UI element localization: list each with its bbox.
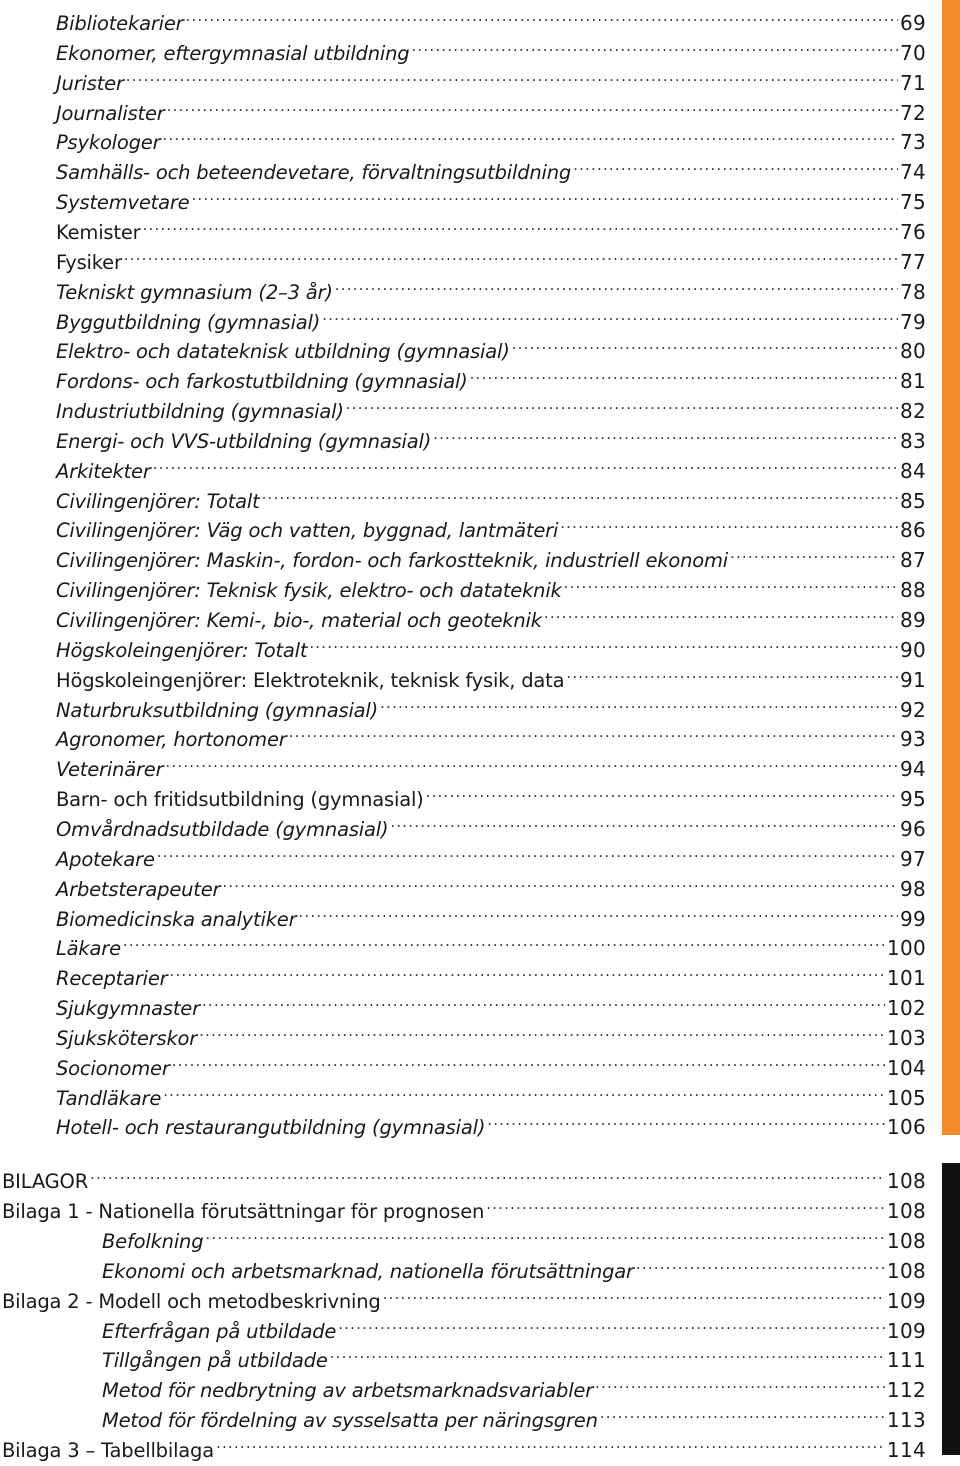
- toc-entry[interactable]: [56, 1015, 926, 1050]
- dot-leader: [636, 1248, 885, 1278]
- toc-entry-page-number: 94: [899, 757, 926, 782]
- dot-leader: [560, 507, 898, 537]
- toc-entry-label: Tillgången på utbildade: [102, 1349, 328, 1373]
- toc-entry[interactable]: [56, 90, 926, 125]
- toc-entry[interactable]: [102, 1308, 926, 1343]
- toc-entry-label: Hotell- och restaurangutbildning (gymnasial): [56, 1116, 486, 1140]
- toc-entry-page-number: 76: [899, 219, 926, 244]
- dot-leader: [470, 358, 898, 388]
- toc-entry-label: Fysiker: [56, 250, 122, 274]
- toc-entry-label: Arbetsterapeuter: [56, 877, 221, 901]
- toc-entry[interactable]: [56, 328, 926, 364]
- toc-entry-label: Tekniskt gymnasium (2–3 år): [56, 280, 333, 304]
- dot-leader: [411, 30, 897, 60]
- toc-entry-page-number: 95: [899, 787, 926, 812]
- dot-leader: [390, 806, 898, 836]
- toc-entry-page-number: 109: [886, 1288, 926, 1313]
- toc-entry-label: Civilingenjörer: Väg och vatten, byggnad, lantmäteri: [56, 519, 559, 543]
- toc-entry-page-number: 73: [899, 130, 926, 155]
- toc-entry-label: Metod för fördelning av sysselsatta per näringsgren: [102, 1409, 598, 1433]
- dot-leader: [124, 239, 898, 269]
- toc-entry[interactable]: [2, 1158, 926, 1193]
- dot-leader: [309, 627, 898, 657]
- toc-entry-page-number: 87: [899, 548, 926, 573]
- toc-entry-label: Befolkning: [102, 1229, 204, 1253]
- toc-entry[interactable]: [56, 0, 926, 35]
- toc-entry-label: Civilingenjörer: Teknisk fysik, elektro- och datateknik: [56, 579, 562, 603]
- toc-entry-label: Bibliotekarier: [56, 12, 184, 35]
- toc-entry[interactable]: [56, 567, 926, 603]
- toc-entry[interactable]: [56, 687, 926, 722]
- toc-entry-label: Bilaga 2 - Modell och metodbeskrivning: [2, 1289, 381, 1313]
- toc-entry[interactable]: [56, 925, 926, 961]
- toc-entry[interactable]: [56, 149, 926, 185]
- toc-entry[interactable]: [56, 1075, 926, 1110]
- toc-entry-label: Metod för nedbrytning av arbetsmarknadsvariabler: [102, 1379, 594, 1403]
- orange-side-tab: [942, 0, 960, 1135]
- dot-leader: [170, 955, 885, 985]
- toc-entry-label: Civilingenjörer: Maskin-, fordon- och farkostteknik, industriell ekonomi: [56, 549, 728, 573]
- toc-entry-label: BILAGOR: [2, 1170, 89, 1193]
- toc-entry-page-number: 113: [886, 1408, 926, 1433]
- toc-entry-page-number: 97: [899, 846, 926, 871]
- toc-entry-label: Biomedicinska analytiker: [56, 907, 297, 931]
- toc-entry[interactable]: [56, 985, 926, 1021]
- toc-entry[interactable]: [56, 30, 926, 65]
- dot-leader: [330, 1337, 885, 1367]
- dot-leader: [383, 1278, 885, 1308]
- toc-entry[interactable]: [2, 1188, 926, 1223]
- toc-entry[interactable]: [56, 239, 926, 274]
- toc-entry[interactable]: [102, 1337, 926, 1373]
- dot-leader: [600, 1397, 885, 1427]
- toc-entry[interactable]: [56, 537, 926, 573]
- toc-entry[interactable]: [56, 358, 926, 394]
- toc-entry[interactable]: [56, 209, 926, 244]
- toc-entry-page-number: 75: [899, 190, 926, 215]
- dot-leader: [165, 746, 898, 776]
- dot-leader: [298, 896, 898, 926]
- toc-entry-label: Sjuksköterskor: [56, 1026, 198, 1050]
- dot-leader: [185, 0, 897, 30]
- toc-entry-label: Byggutbildning (gymnasial): [56, 310, 321, 334]
- toc-entry-label: Receptarier: [56, 967, 168, 991]
- toc-entry[interactable]: [56, 955, 926, 991]
- dot-leader: [123, 925, 885, 955]
- toc-entry[interactable]: [56, 716, 926, 752]
- toc-entry[interactable]: [56, 597, 926, 632]
- toc-entry[interactable]: [102, 1367, 926, 1403]
- toc-entry-page-number: 86: [899, 518, 926, 543]
- toc-entry-page-number: 72: [899, 100, 926, 125]
- toc-entry-page-number: 70: [899, 40, 926, 65]
- toc-entry[interactable]: [56, 269, 926, 304]
- toc-entry-label: Bilaga 1 - Nationella förutsättningar för prognosen: [2, 1199, 485, 1223]
- dot-leader: [426, 776, 898, 806]
- toc-entry[interactable]: [2, 1278, 926, 1313]
- toc-entry-page-number: 80: [899, 339, 926, 364]
- toc-entry-page-number: 100: [886, 936, 926, 961]
- dot-leader: [566, 657, 898, 687]
- toc-entry-label: Journalister: [56, 101, 165, 125]
- dot-leader: [90, 1158, 885, 1188]
- toc-entry-label: Civilingenjörer: Totalt: [56, 489, 260, 513]
- dot-leader: [322, 299, 898, 329]
- toc-entry-page-number: 84: [899, 458, 926, 483]
- dot-leader: [191, 179, 897, 209]
- toc-entry-page-number: 104: [886, 1055, 926, 1080]
- dot-leader: [433, 418, 898, 448]
- toc-entry-label: Kemister: [56, 220, 141, 244]
- toc-entry-page-number: 89: [899, 608, 926, 632]
- dot-leader: [216, 1427, 885, 1457]
- black-side-tab: [942, 1163, 960, 1455]
- toc-entry-label: Ekonomer, eftergymnasial utbildning: [56, 41, 410, 65]
- dot-leader: [202, 985, 885, 1015]
- dot-leader: [564, 567, 898, 597]
- toc-entry-label: Efterfrågan på utbildade: [102, 1319, 337, 1343]
- toc-entry-page-number: 81: [899, 369, 926, 394]
- toc-entry-page-number: 96: [899, 816, 926, 841]
- toc-entry[interactable]: [56, 866, 926, 901]
- toc-entry[interactable]: [56, 1045, 926, 1080]
- toc-entry-label: Högskoleingenjörer: Totalt: [56, 638, 308, 662]
- dot-leader: [126, 60, 898, 90]
- toc-entry[interactable]: [56, 896, 926, 931]
- toc-entry-label: Jurister: [56, 71, 124, 95]
- dot-leader: [205, 1218, 885, 1248]
- toc-entry[interactable]: [56, 478, 926, 513]
- dot-leader: [730, 537, 898, 567]
- toc-entry-page-number: 114: [886, 1438, 926, 1463]
- toc-entry-label: Veterinärer: [56, 758, 164, 782]
- dot-leader: [167, 90, 898, 120]
- dot-leader: [153, 448, 898, 478]
- toc-entry-page-number: 93: [899, 727, 926, 752]
- toc-entry-page-number: 99: [899, 906, 926, 931]
- dot-leader: [172, 1045, 885, 1075]
- dot-leader: [512, 328, 898, 358]
- toc-entry-label: Socionomer: [56, 1056, 170, 1080]
- toc-entry-label: Apotekare: [56, 847, 155, 871]
- toc-entry-page-number: 82: [899, 399, 926, 424]
- toc-entry[interactable]: [56, 179, 926, 215]
- toc-entry-label: Systemvetare: [56, 191, 190, 215]
- toc-entry-label: Energi- och VVS-utbildning (gymnasial): [56, 429, 432, 453]
- toc-entry[interactable]: [102, 1218, 926, 1253]
- toc-entry[interactable]: [102, 1248, 926, 1283]
- toc-entry-label: Högskoleingenjörer: Elektroteknik, teknisk fysik, data: [56, 668, 565, 692]
- toc-entry-page-number: 111: [886, 1348, 926, 1373]
- toc-entry-label: Fordons- och farkostutbildning (gymnasial): [56, 370, 468, 394]
- toc-entry-page-number: 106: [886, 1115, 926, 1140]
- toc-entry[interactable]: [56, 836, 926, 871]
- dot-leader: [163, 1075, 885, 1105]
- toc-entry-page-number: 102: [886, 996, 926, 1021]
- toc-entry-label: Elektro- och datateknisk utbildning (gymnasial): [56, 340, 510, 364]
- dot-leader: [487, 1104, 885, 1134]
- toc-entry-page-number: 108: [886, 1198, 926, 1223]
- toc-entry-page-number: 90: [899, 637, 926, 662]
- dot-leader: [289, 716, 898, 746]
- toc-entry[interactable]: [56, 119, 926, 155]
- toc-entry-page-number: 71: [899, 70, 926, 95]
- toc-entry-page-number: 98: [899, 876, 926, 901]
- toc-entry[interactable]: [56, 746, 926, 782]
- toc-entry[interactable]: [56, 776, 926, 812]
- toc-entry-page-number: 101: [886, 966, 926, 991]
- dot-leader: [346, 388, 898, 418]
- dot-leader: [573, 149, 898, 179]
- toc-entry[interactable]: [2, 1427, 926, 1463]
- dot-leader: [142, 209, 897, 239]
- toc-entry-page-number: 88: [899, 578, 926, 603]
- toc-entry-label: Naturbruksutbildning (gymnasial): [56, 698, 379, 722]
- toc-entry-page-number: 74: [899, 160, 926, 185]
- toc-entry-page-number: 103: [886, 1025, 926, 1050]
- dot-leader: [544, 597, 898, 627]
- toc-entry-label: Bilaga 3 – Tabellbilaga: [2, 1439, 214, 1463]
- toc-entry[interactable]: [56, 448, 926, 483]
- toc-entry-label: Läkare: [56, 937, 121, 961]
- toc-entry-page-number: 91: [899, 667, 926, 692]
- toc-entry-label: Ekonomi och arbetsmarknad, nationella förutsättningar: [102, 1259, 634, 1283]
- toc-entry-label: Civilingenjörer: Kemi-, bio-, material och geoteknik: [56, 609, 542, 632]
- toc-entry[interactable]: [56, 299, 926, 334]
- toc-entry[interactable]: [56, 418, 926, 453]
- dot-leader: [486, 1188, 885, 1218]
- toc-entry[interactable]: [102, 1397, 926, 1433]
- toc-entry-label: Arkitekter: [56, 459, 151, 483]
- dot-leader: [335, 269, 898, 299]
- toc-entry[interactable]: [56, 388, 926, 424]
- toc-entry-page-number: 108: [886, 1228, 926, 1253]
- dot-leader: [222, 866, 898, 896]
- toc-entry-page-number: 78: [899, 279, 926, 304]
- toc-entry-label: Barn- och fritidsutbildning (gymnasial): [56, 788, 424, 812]
- dot-leader: [595, 1367, 885, 1397]
- toc-entry-page-number: 92: [899, 697, 926, 722]
- toc-entry-page-number: 79: [899, 309, 926, 334]
- toc-entry-page-number: 109: [886, 1318, 926, 1343]
- toc-entry[interactable]: [56, 627, 926, 662]
- toc-entry-label: Psykologer: [56, 131, 161, 155]
- toc-entry-label: Sjukgymnaster: [56, 997, 200, 1021]
- toc-entry[interactable]: [56, 806, 926, 841]
- toc-entry-page-number: 105: [886, 1085, 926, 1110]
- toc-entry-label: Samhälls- och beteendevetare, förvaltningsutbildning: [56, 161, 572, 185]
- toc-entry[interactable]: [56, 657, 926, 692]
- toc-entry-page-number: 77: [899, 249, 926, 274]
- toc-entry[interactable]: [56, 507, 926, 543]
- dot-leader: [338, 1308, 885, 1338]
- toc-entry[interactable]: [56, 1104, 926, 1140]
- toc-entry-label: Omvårdnadsutbildade (gymnasial): [56, 817, 389, 841]
- toc-entry-label: Industriutbildning (gymnasial): [56, 400, 344, 424]
- toc-entry[interactable]: [56, 60, 926, 95]
- dot-leader: [157, 836, 898, 866]
- toc-entry-page-number: 112: [886, 1378, 926, 1403]
- dot-leader: [380, 687, 898, 717]
- dot-leader: [162, 119, 898, 149]
- toc-entry-page-number: 83: [899, 428, 926, 453]
- toc-entry-label: Agronomer, hortonomer: [56, 728, 287, 752]
- dot-leader: [199, 1015, 885, 1045]
- toc-entry-page-number: 108: [886, 1169, 926, 1193]
- toc-entry-page-number: 108: [886, 1258, 926, 1283]
- toc-entry-page-number: 69: [899, 11, 926, 35]
- toc-entry-label: Tandläkare: [56, 1086, 162, 1110]
- toc-entry-page-number: 85: [899, 488, 926, 513]
- dot-leader: [262, 478, 898, 508]
